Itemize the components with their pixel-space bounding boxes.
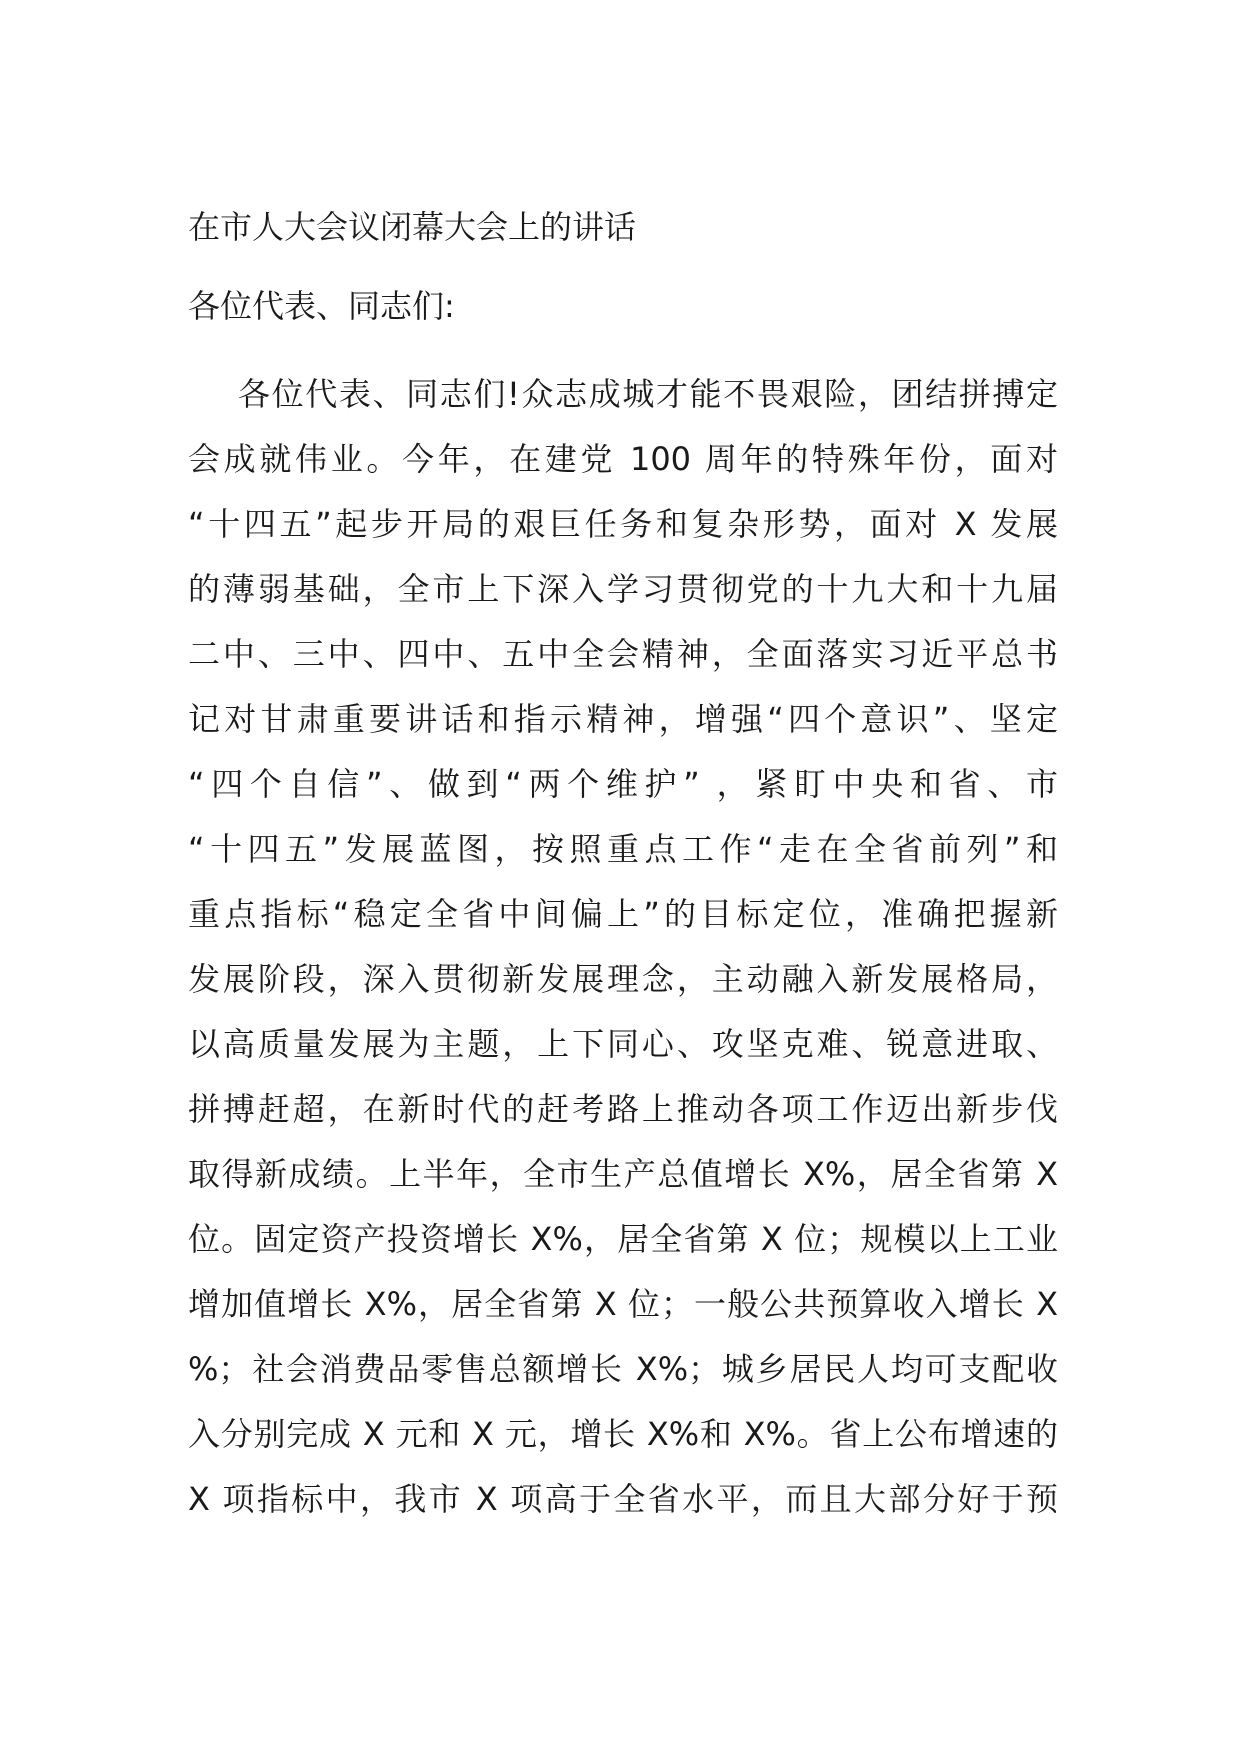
salutation: 各位代表、同志们: [188, 287, 455, 325]
paragraph-line: 重点指标“稳定全省中间偏上”的目标定位，准确把握新 [188, 895, 1058, 933]
document-title: 在市人大会议闭幕大会上的讲话 [188, 208, 637, 246]
paragraph-line: X 项指标中，我市 X 项高于全省水平，而且大部分好于预 [188, 1480, 1058, 1518]
paragraph-line: 二中、三中、四中、五中全会精神，全面落实习近平总书 [188, 635, 1058, 673]
paragraph-line: 入分别完成 X 元和 X 元，增长 X%和 X%。省上公布增速的 [188, 1415, 1058, 1453]
paragraph-line: “十四五”发展蓝图，按照重点工作“走在全省前列”和 [188, 830, 1058, 868]
body-paragraph [188, 362, 1058, 1532]
paragraph-line: “十四五”起步开局的艰巨任务和复杂形势，面对 X 发展 [188, 505, 1058, 543]
paragraph-line: 位。固定资产投资增长 X%，居全省第 X 位；规模以上工业 [188, 1220, 1058, 1258]
paragraph-line: 以高质量发展为主题，上下同心、攻坚克难、锐意进取、 [188, 1025, 1058, 1063]
paragraph-line: 取得新成绩。上半年，全市生产总值增长 X%，居全省第 X [188, 1155, 1058, 1193]
paragraph-line: 记对甘肃重要讲话和指示精神，增强“四个意识”、坚定 [188, 700, 1058, 738]
paragraph-line: 的薄弱基础，全市上下深入学习贯彻党的十九大和十九届 [188, 570, 1058, 608]
paragraph-line: %；社会消费品零售总额增长 X%；城乡居民人均可支配收 [188, 1350, 1058, 1388]
document-page [188, 200, 1058, 1532]
paragraph-line: 增加值增长 X%，居全省第 X 位；一般公共预算收入增长 X [188, 1285, 1058, 1323]
paragraph-line: 各位代表、同志们!众志成城才能不畏艰险，团结拼搏定 [238, 375, 1058, 413]
paragraph-line: 会成就伟业。今年，在建党 100 周年的特殊年份，面对 [188, 440, 1058, 478]
paragraph-line: 拼搏赶超，在新时代的赶考路上推动各项工作迈出新步伐 [188, 1090, 1058, 1128]
paragraph-line: “四个自信”、做到“两个维护” ，紧盯中央和省、市 [188, 765, 1058, 803]
paragraph-line: 发展阶段，深入贯彻新发展理念，主动融入新发展格局， [188, 960, 1058, 998]
